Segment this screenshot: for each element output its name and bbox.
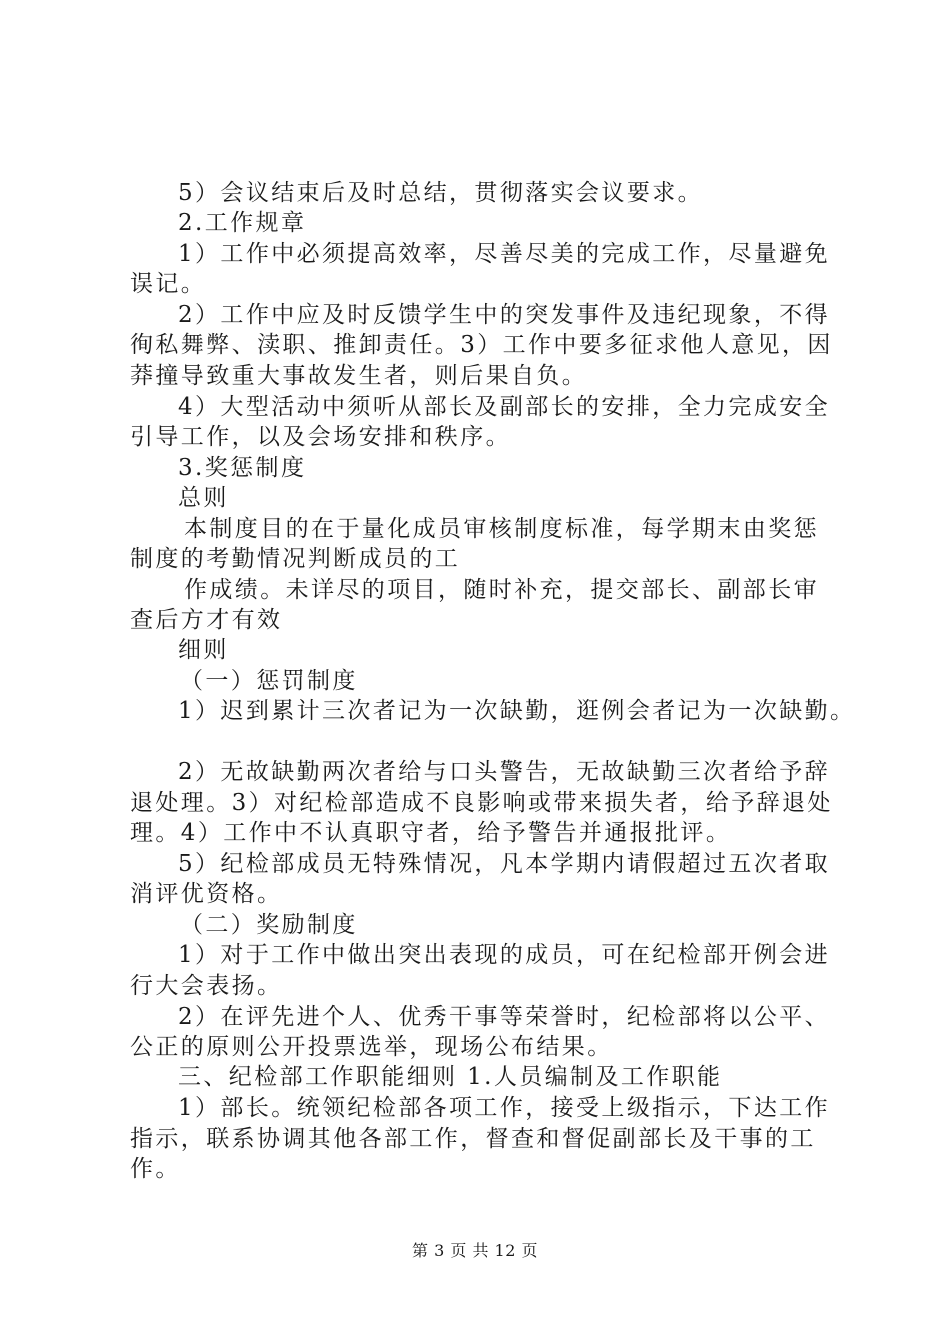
- text-line: 莽撞导致重大事故发生者，则后果自负。: [130, 363, 588, 389]
- text-line: 查后方才有效: [130, 607, 283, 633]
- text-line: 理。4）工作中不认真职守者，给予警告并通报批评。: [130, 820, 732, 846]
- subsection-heading: 细则: [178, 637, 229, 663]
- section-heading: 三、纪检部工作职能细则 1.人员编制及工作职能: [178, 1064, 723, 1090]
- text-line: 消评优资格。: [130, 881, 283, 907]
- text-line: 2）在评先进个人、优秀干事等荣誉时，纪检部将以公平、: [178, 1004, 831, 1030]
- text-line: 公正的原则公开投票选举，现场公布结果。: [130, 1034, 613, 1060]
- section-heading: 3.奖惩制度: [178, 455, 307, 481]
- subsection-heading: 总则: [178, 485, 229, 511]
- text-line: 引导工作，以及会场安排和秩序。: [130, 424, 511, 450]
- text-line: 作成绩。未详尽的项目，随时补充，提交部长、副部长审: [184, 577, 819, 603]
- text-line: 本制度目的在于量化成员审核制度标准，每学期末由奖惩: [184, 516, 819, 542]
- text-line: 5）会议结束后及时总结，贯彻落实会议要求。: [178, 180, 704, 206]
- subsection-heading: （二）奖励制度: [180, 912, 358, 938]
- text-line: 退处理。3）对纪检部造成不良影响或带来损失者，给予辞退处: [130, 790, 833, 816]
- text-line: 制度的考勤情况判断成员的工: [130, 546, 461, 572]
- text-line: 2）无故缺勤两次者给与口头警告，无故缺勤三次者给予辞: [178, 759, 831, 785]
- text-line: 4）大型活动中须听从部长及副部长的安排，全力完成安全: [178, 394, 831, 420]
- subsection-heading: （一）惩罚制度: [180, 668, 358, 694]
- text-line: 5）纪检部成员无特殊情况，凡本学期内请假超过五次者取: [178, 851, 831, 877]
- text-line: 1）部长。统领纪检部各项工作，接受上级指示，下达工作: [178, 1095, 831, 1121]
- text-line: 指示，联系协调其他各部工作，督查和督促副部长及干事的工: [130, 1126, 816, 1152]
- text-line: 作。: [130, 1156, 181, 1182]
- text-line: 1）迟到累计三次者记为一次缺勤，逛例会者记为一次缺勤。: [178, 698, 856, 724]
- text-line: 2）工作中应及时反馈学生中的突发事件及违纪现象，不得: [178, 302, 831, 328]
- text-line: 1）工作中必须提高效率，尽善尽美的完成工作，尽量避免: [178, 241, 831, 267]
- text-line: 行大会表扬。: [130, 973, 283, 999]
- page-number-footer: 第 3 页 共 12 页: [412, 1241, 538, 1260]
- text-line: 1）对于工作中做出突出表现的成员，可在纪检部开例会进: [178, 942, 831, 968]
- text-line: 徇私舞弊、渎职、推卸责任。3）工作中要多征求他人意见，因: [130, 332, 833, 358]
- section-heading: 2.工作规章: [178, 210, 307, 236]
- text-line: 误记。: [130, 271, 207, 297]
